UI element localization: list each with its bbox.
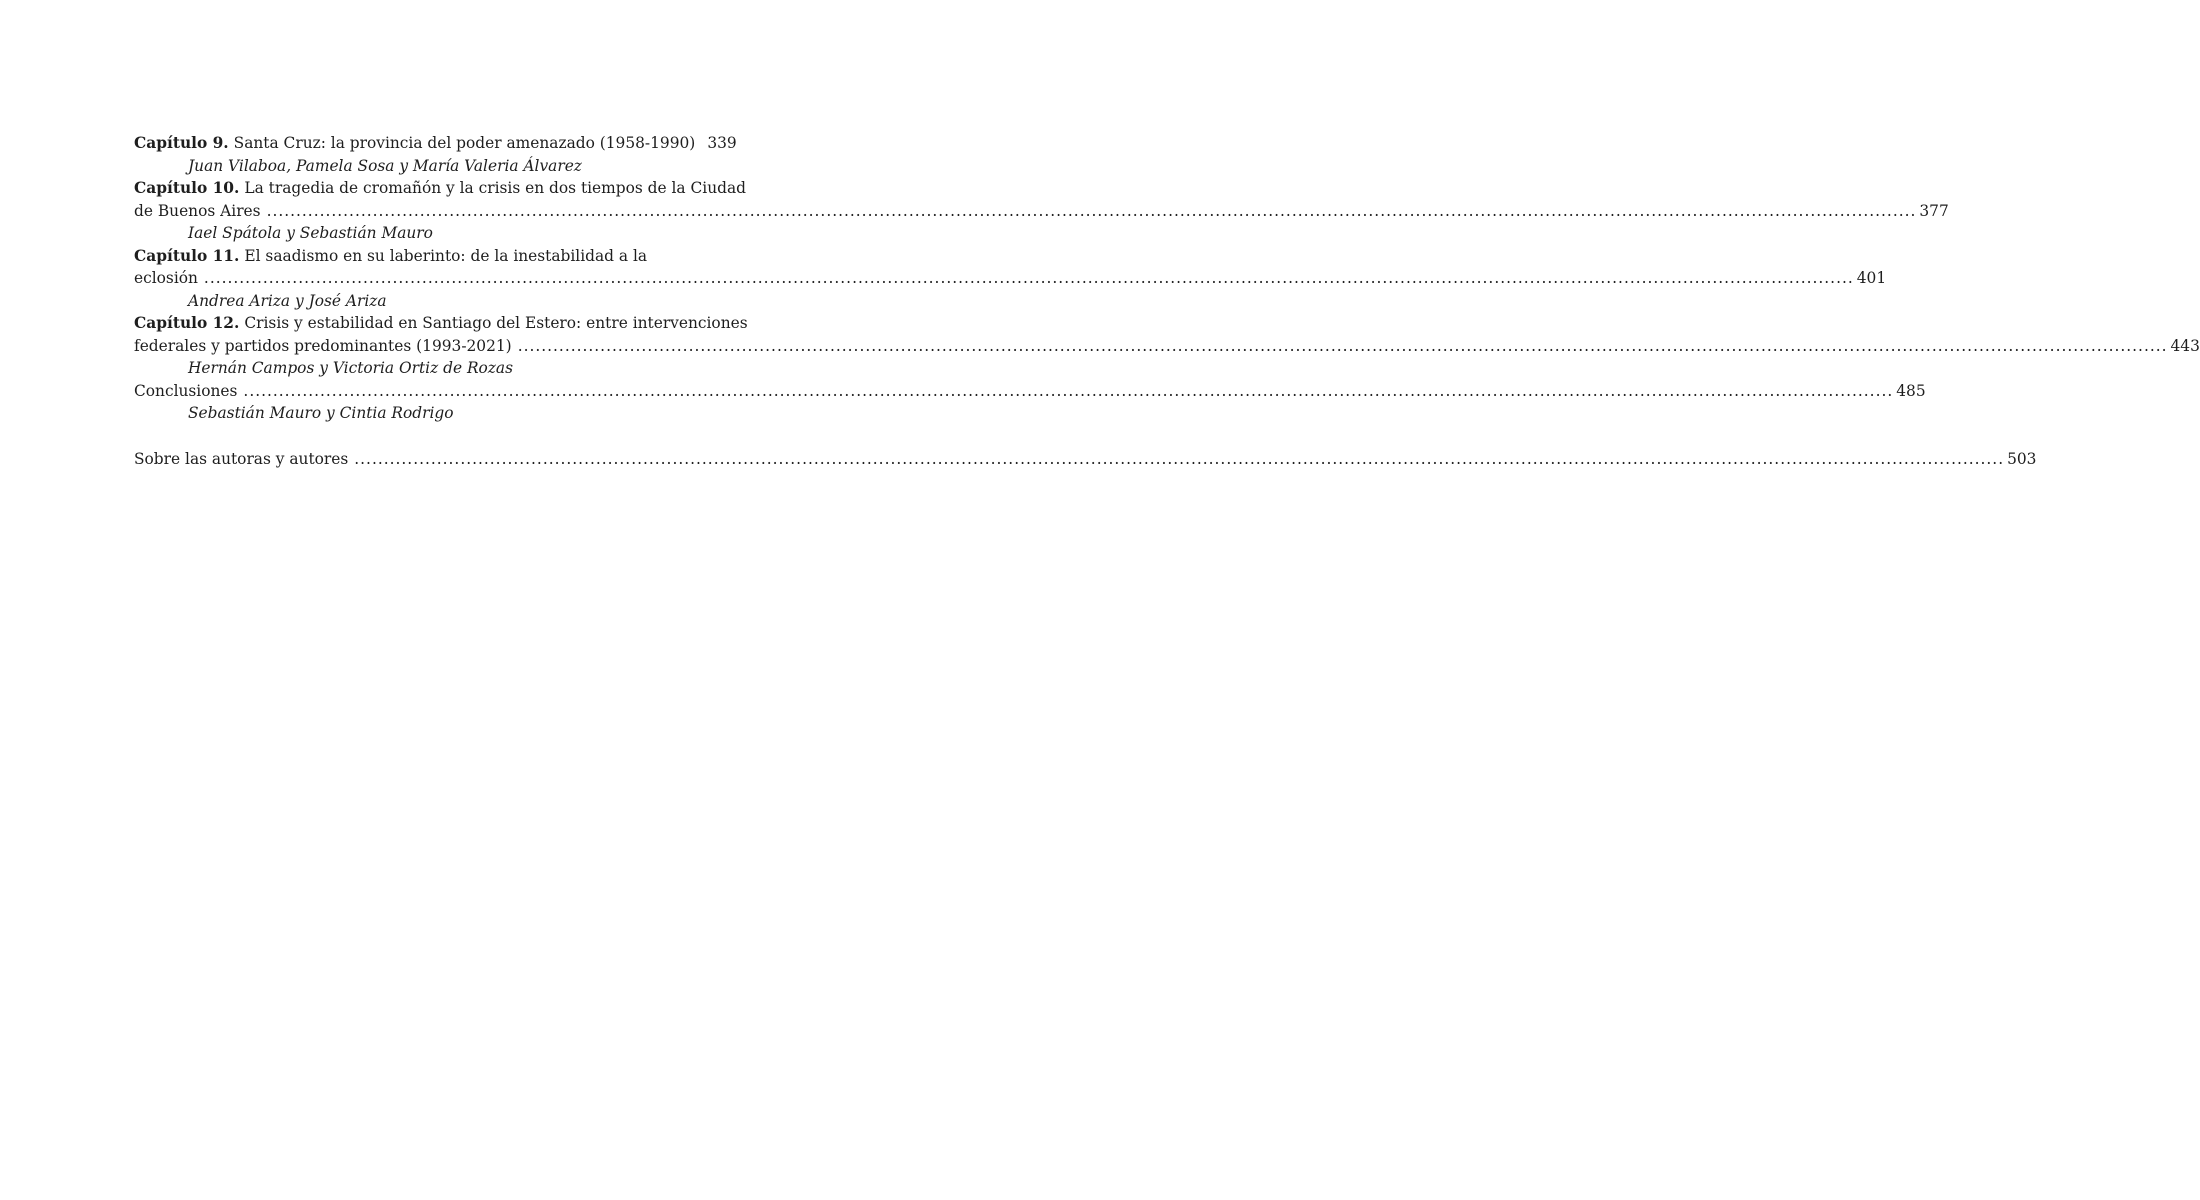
chapter-title: Crisis y estabilidad en Santiago del Estero: entre intervenciones bbox=[244, 314, 748, 332]
chapter-title: El saadismo en su laberinto: de la inestabilidad a la bbox=[244, 246, 648, 265]
chapter-label: Capítulo 12. bbox=[134, 314, 240, 332]
toc-entry-chapter-10[interactable] bbox=[134, 177, 746, 200]
chapter-title: La tragedia de cromañón y la crisis en dos tiempos de la Ciudad bbox=[244, 179, 746, 197]
dot-leader bbox=[354, 448, 2004, 471]
chapter-title-continued: federales y partidos predominantes (1993-2021) bbox=[134, 336, 512, 355]
page-number: 339 bbox=[707, 134, 737, 152]
page-number: 503 bbox=[2007, 449, 2037, 468]
chapter-authors: Hernán Campos y Victoria Ortiz de Rozas bbox=[188, 359, 513, 377]
toc-entry-chapter-11-cont[interactable] bbox=[134, 267, 1887, 290]
toc-entry-chapter-12-cont[interactable] bbox=[134, 335, 2200, 358]
dot-leader bbox=[267, 200, 1917, 223]
toc-entry-conclusions[interactable] bbox=[134, 380, 1926, 403]
toc-entry-chapter-9[interactable] bbox=[134, 132, 737, 155]
section-title: Conclusiones bbox=[134, 381, 238, 400]
chapter-label: Capítulo 10. bbox=[134, 179, 240, 197]
chapter-label: Capítulo 11. bbox=[134, 246, 240, 265]
toc-entry-chapter-12[interactable] bbox=[134, 312, 748, 335]
toc-entry-about-authors[interactable] bbox=[134, 448, 2037, 471]
chapter-authors: Juan Vilaboa, Pamela Sosa y María Valeria Álvarez bbox=[188, 156, 582, 175]
toc-entry-chapter-10-cont[interactable] bbox=[134, 200, 1949, 223]
chapter-authors: Andrea Ariza y José Ariza bbox=[188, 291, 387, 310]
toc-entry-chapter-11[interactable] bbox=[134, 245, 690, 268]
chapter-label: Capítulo 9. bbox=[134, 134, 229, 152]
page-number: 377 bbox=[1919, 201, 1949, 220]
chapter-title: Santa Cruz: la provincia del poder amenazado (1958-1990) bbox=[233, 134, 696, 152]
section-title: Sobre las autoras y autores bbox=[134, 449, 349, 468]
dot-leader bbox=[243, 380, 1893, 403]
dot-leader bbox=[518, 335, 2168, 358]
dot-leader bbox=[204, 267, 1854, 290]
section-authors: Sebastián Mauro y Cintia Rodrigo bbox=[188, 404, 454, 422]
chapter-title-continued: eclosión bbox=[134, 269, 198, 287]
table-of-contents bbox=[134, 132, 2200, 470]
page-number: 401 bbox=[1856, 269, 1887, 287]
page-number: 485 bbox=[1896, 381, 1926, 400]
chapter-authors: Iael Spátola y Sebastián Mauro bbox=[188, 224, 433, 242]
chapter-title-continued: de Buenos Aires bbox=[134, 201, 261, 220]
page-number: 443 bbox=[2170, 336, 2200, 355]
